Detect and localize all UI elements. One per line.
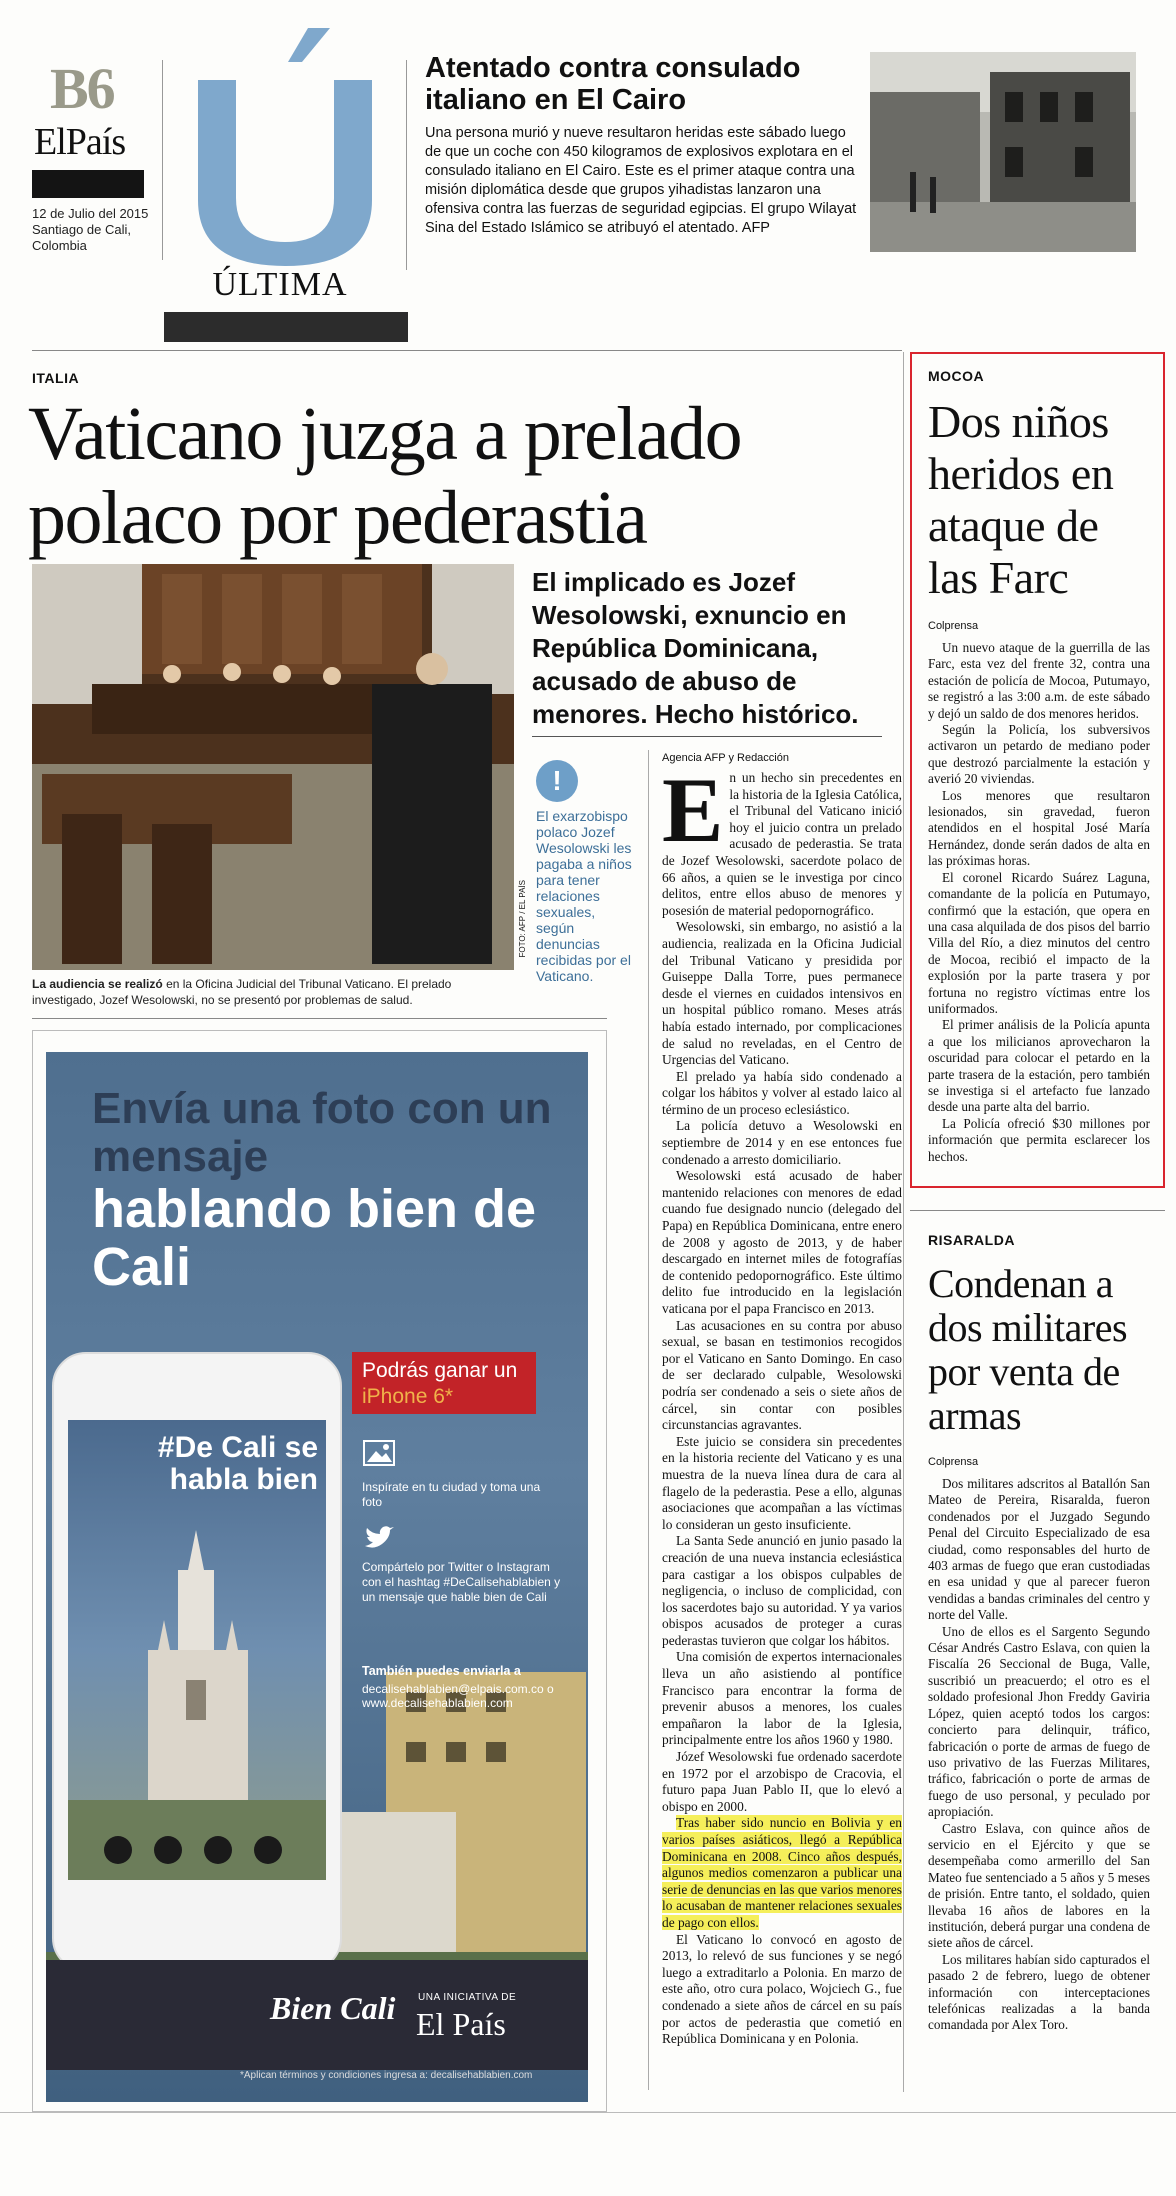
main-kicker: ITALIA xyxy=(32,370,80,386)
paragraph: Las acusaciones en su contra por abuso sexual, se basan en testimonios recogidos por el Vaticano en Santo Domingo. En caso de ser declarado culpable, Wesolowski podría ser condenado a seis o siete años de cárcel, sin contar con posibles circunstancias agravantes. xyxy=(662,1317,902,1433)
story-kicker: MOCOA xyxy=(928,368,985,384)
bien-cali-logo: Bien Cali xyxy=(270,1990,396,2026)
side-note: El exarzobispo polaco Jozef Wesolowski les pagaba a niños para tener relaciones sexuales, según denuncias recibidas por el Vaticano. xyxy=(536,808,632,984)
ad-hashtag: #De Cali se habla bien xyxy=(157,1431,318,1496)
story-credit: Colprensa xyxy=(928,620,979,632)
el-pais-logo: El País xyxy=(416,2006,506,2042)
paragraph: El coronel Ricardo Suárez Laguna, comandante de la policía en Putumayo, confirmó que la estación, que opera en una casa alquilada de dos pisos del barrio Villa del Río, a diez minutos del centro de Mocoa, recibió el impacto de la explosión por la parte trasera y por fortuna no registro víctimas entre los uniformados. xyxy=(928,869,1150,1016)
ad-initiative-label: UNA INICIATIVA DE xyxy=(418,1992,517,2003)
brief-photo xyxy=(870,52,1136,252)
main-headline: Vaticano juzga a prelado polaco por pederastia xyxy=(28,392,742,560)
divider xyxy=(406,60,407,270)
story-credit: Colprensa xyxy=(928,1456,979,1468)
exclamation-icon: ! xyxy=(536,760,578,802)
brief-title: Atentado contra consulado italiano en El Cairo xyxy=(425,52,801,116)
divider xyxy=(162,60,163,260)
ad-terms: *Aplican términos y condiciones ingresa a: decalisehablabien.com xyxy=(240,2070,533,2081)
main-subhead: El implicado es Jozef Wesolowski, exnuncio en República Dominicana, acusado de abuso de menores. Hecho histórico. xyxy=(532,567,859,729)
paragraph: Los militares habían sido capturados el pasado 2 de febrero, luego de obtener información con interceptaciones telefónicas realizadas a la banda comandada por Alex Toro. xyxy=(928,1951,1150,2033)
ad-prize-item: iPhone 6* xyxy=(362,1385,454,1408)
highlighted-paragraph xyxy=(662,1815,902,1931)
ad-step-share: Compártelo por Twitter o Instagram con el hashtag #DeCalisehablabien y un mensaje que hable bien de Cali xyxy=(362,1560,561,1604)
masthead-bar xyxy=(32,170,144,198)
issue-date: 12 de Julio del 2015 Santiago de Cali, Colombia xyxy=(32,206,149,253)
story-body xyxy=(928,640,1150,1165)
court-photo xyxy=(32,564,514,970)
section-bar xyxy=(164,312,408,342)
highlight: Tras haber sido nuncio en Bolivia y en varios países asiáticos, llegó a República Dominicana en 2008. Cinco años después, algunos medios comenzaron a publicar una serie de denuncias en las que varios menores lo acusaban de mantener relaciones sexuales de pago con ellos. xyxy=(662,1815,902,1930)
photo-caption xyxy=(32,976,514,1008)
paragraph: Un nuevo ataque de la guerrilla de las Farc, esta vez del frente 32, contra una estación de policía de Mocoa, Putumayo, se registró a las 3:00 a.m. de este sábado y dejó un saldo de dos menores heridos. xyxy=(928,640,1150,721)
divider xyxy=(910,1210,1165,1211)
caption-lead: La audiencia se realizó xyxy=(32,977,163,991)
ad-headline: Envía una foto con un mensaje xyxy=(92,1084,552,1181)
paragraph: Una comisión de expertos internacionales lleva un año asistiendo al pontífice Francisco para encontrar la forma de prevenir abusos a menores, los cuales empañaron la labor de la Iglesia, principalmente entre los años 1960 y 1980. xyxy=(662,1649,902,1748)
page-number: B6 xyxy=(50,56,114,121)
ad-prize-text: Podrás ganar un xyxy=(362,1359,518,1382)
divider xyxy=(32,350,902,351)
column-divider xyxy=(903,352,904,2092)
column-divider xyxy=(648,750,649,2090)
paragraph: La Santa Sede anunció en junio pasado la creación de una nueva instancia eclesiástica para castigar a los obispos culpables de negligencia, o incluso de complicidad, con los sacerdotes bajo su autoridad. Y ya varios obispos acusados de proteger a curas pederastas tuvieron que colgar los hábitos. xyxy=(662,1533,902,1648)
paragraph: Dos militares adscritos al Batallón San Mateo de Pereira, Risaralda, fueron condenados por el Juzgado Segundo Penal del Circuito Especializado de esa ciudad, como responsables del hurto de 403 armas de fuego que eran custodiadas en esa unidad y que al parecer fueron vendidas a bandas criminales del centro y norte del Valle. xyxy=(928,1476,1150,1623)
divider xyxy=(532,736,882,737)
twitter-icon xyxy=(362,1524,396,1554)
paragraph: Según la Policía, los subversivos activaron un petardo de mediano poder que destrozó parcialmente la estación y averió 20 viviendas. xyxy=(928,722,1150,787)
ad-contact[interactable]: decalisehablabien@elpais.com.co o www.decalisehablabien.com xyxy=(362,1682,554,1710)
paragraph: La Policía ofreció $30 millones por información que permita esclarecer los hechos. xyxy=(928,1115,1150,1164)
paragraph: Wesolowski, sin embargo, no asistió a la audiencia, realizada en la Oficina Judicial del Tribunal Vaticano y presidida por Guiseppe Dalla Torre, pues permanece desde el viernes en cuidados intensivos en un hospital público romano. Meses atrás había estado internado, por complicaciones de salud no reveladas, en el Centro de Urgencias del Vaticano. xyxy=(662,919,902,1068)
paragraph: La policía detuvo a Wesolowski en septiembre de 2014 y en ese entonces fue condenado a arresto domiciliario. xyxy=(662,1118,902,1167)
paragraph: Los menores que resultaron lesionados, sin gravedad, fueron atendidos en el hospital José María Hernández, donde serán dados de alta en las próximas horas. xyxy=(928,787,1150,869)
paragraph: Wesolowski está acusado de haber mantenido relaciones con menores de edad cuando fue designado nuncio (delegado del Papa) en República Dominicana, entre enero de 2008 y agosto de 2013, y de haber descargado en internet miles de fotografías de contenido pedopornográfico. Este último delito fue introducido en la legislación vaticana por el papa Francisco en 2013. xyxy=(662,1168,902,1316)
section-logo xyxy=(180,20,390,270)
byline: Agencia AFP y Redacción xyxy=(662,752,789,764)
paper-name: ElPaís xyxy=(34,121,126,163)
paragraph: Este juicio se considera sin precedentes en la historia reciente del Vaticano y es una muestra de la nueva línea dura de cara al flagelo de la pederastia. Pese a ello, algunas asociaciones que acompañan a las víctimas lo consideran un gesto insuficiente. xyxy=(662,1433,902,1532)
ad-alternative: También puedes enviarla a xyxy=(362,1664,521,1678)
article-body xyxy=(662,759,902,2048)
paragraph: Castro Eslava, con quince años de servicio en el Ejército y que se desempeñaba como armerillo del San Mateo fue sentenciado a 5 años y 5 meses de prisión. Entre tanto, el soldado, quien llevaba 16 años de labores en la institución, deberá purgar una condena de siete años de cárcel. xyxy=(928,1820,1150,1951)
ad-prize-banner xyxy=(352,1352,536,1414)
photo-credit: FOTO: AFP / EL PAÍS xyxy=(518,880,527,958)
story-headline: Dos niños heridos en ataque de las Farc xyxy=(928,396,1114,603)
paragraph: Józef Wesolowski fue ordenado sacerdote en 1972 por el arzobispo de Cracovia, el futuro papa Juan Pablo II, que lo elevó a obispo en 2000. xyxy=(662,1749,902,1814)
section-name: ÚLTIMA xyxy=(212,266,348,303)
story-body xyxy=(928,1476,1150,2034)
caption-text: en la Oficina Judicial del Tribunal Vaticano. El prelado investigado, Jozef Wesolowski, no se presentó por problemas de salud. xyxy=(32,977,452,1007)
paragraph: El primer análisis de la Policía apunta a que los milicianos aprovecharon la oscuridad para colocar el petardo en la parte trasera de la estación, pero también se investiga si el artefacto fue lanzado desde una parte alta del barrio. xyxy=(928,1017,1150,1115)
paragraph: Uno de ellos es el Sargento Segundo César Andrés Castro Eslava, con quien la Fiscalía 26 Seccional de Buga, Valle, suscribió un preacuerdo; el otro es el soldado profesional Jhon Freddy Gaviria López, quien aceptó todos los cargos: concierto para delinquir, tráfico, fabricación o porte de armas de fuego de uso privativo de las Fuerzas Militares, tráfico, fabricación o porte de armas de fuego de uso personal, y peculado por apropiación. xyxy=(928,1623,1150,1820)
brief-body: Una persona murió y nueve resultaron heridas este sábado luego de que un coche con 450 kilogramos de explosivos explotara en el consulado italiano en El Cairo. Este es el primer ataque contra una misión diplomática desde que grupos yihadistas lanzaron una ofensiva contra las fuerzas de seguridad egipcias. El grupo Wilayat Sina del Estado Islámico se atribuyó el atentado. AFP xyxy=(425,125,857,236)
story-headline: Condenan a dos militares por venta de armas xyxy=(928,1261,1128,1438)
paragraph: El Vaticano lo convocó en agosto de 2013, lo relevó de sus funciones y se negó luego a extraditarlo a Polonia. En marzo de este año, otro cura polaco, Wojciech G., fue condenado a siete años de cárcel en su país por actos de pederastia que cometió en República Dominicana y en Polonia. xyxy=(662,1931,902,2047)
ad-headline-emphasis: hablando bien de Cali xyxy=(92,1179,537,1297)
ad-step-photo: Inspírate en tu ciudad y toma una foto xyxy=(362,1480,541,1509)
photo-icon xyxy=(362,1438,396,1468)
drop-cap: E xyxy=(662,759,724,861)
paragraph: El prelado ya había sido condenado a colgar los hábitos y volver al estado laico al término de un proceso eclesiástico. xyxy=(662,1068,902,1117)
page-bottom-rule xyxy=(0,2112,1176,2113)
paragraph: n un hecho sin precedentes en la historia de la Iglesia Católica, el Tribunal del Vaticano inició hoy el juicio contra un prelado acusado de pederastia. Se trata de Jozef Wesolowski, sacerdote polaco de 66 años, a quien se le investiga por cinco delitos, entre ellos abuso de menores y posesión de material pedopornográfico. xyxy=(662,770,902,918)
divider xyxy=(32,1018,607,1019)
story-kicker: RISARALDA xyxy=(928,1232,1015,1248)
